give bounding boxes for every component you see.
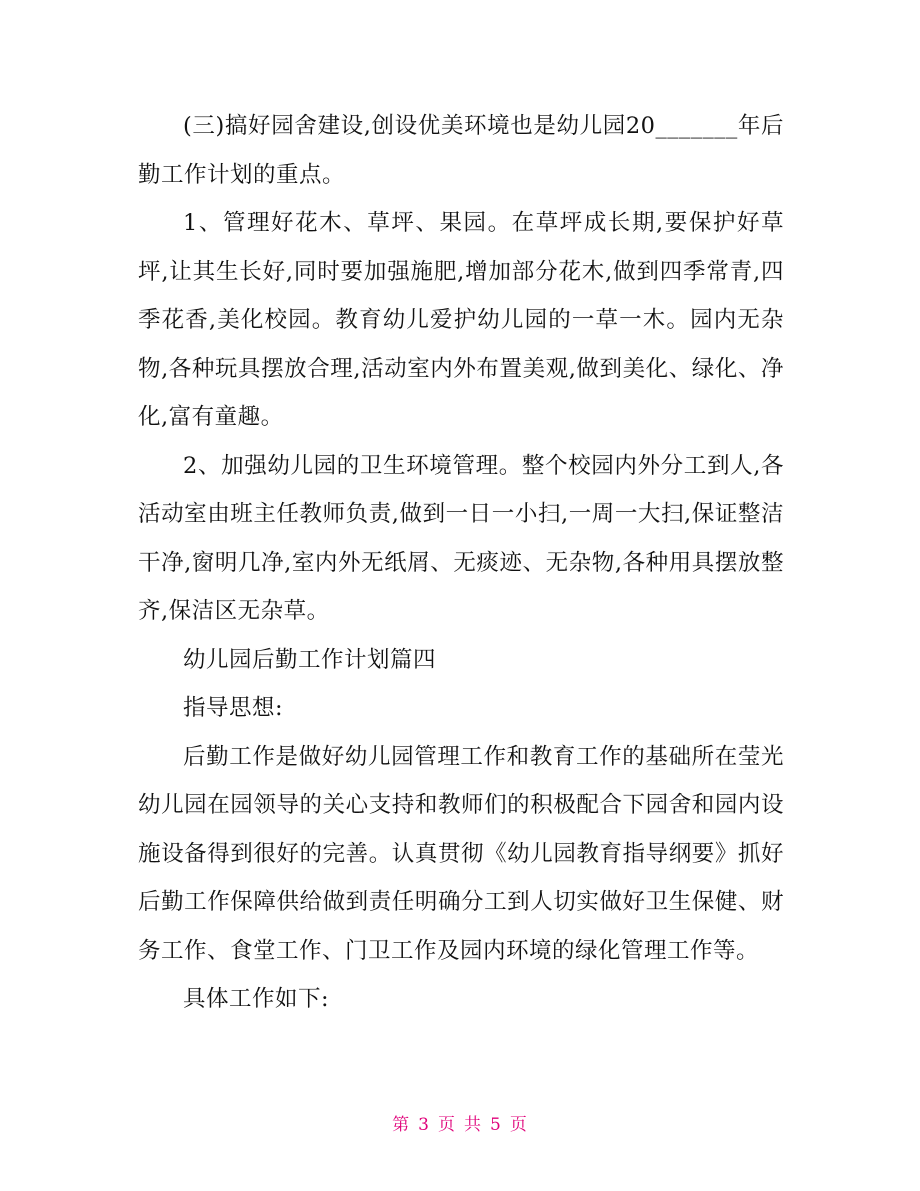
- paragraph-section-three: (三)搞好园舍建设,创设优美环境也是幼儿园20_______年后勤工作计划的重点。: [138, 113, 784, 188]
- paragraph-item-two: 2、加强幼儿园的卫生环境管理。整个校园内外分工到人,各活动室由班主任教师负责,做到一日一小扫,一周一大扫,保证整洁干净,窗明几净,室内外无纸屑、无痰迹、无杂物,各种用具摆放整齐,保洁区无杂草。: [138, 452, 784, 624]
- footer-total-pages: 5: [490, 1115, 502, 1135]
- footer-label-total: 共: [464, 1115, 482, 1135]
- footer-label-page-unit: 页: [438, 1115, 456, 1135]
- footer-current-page: 3: [418, 1115, 430, 1135]
- paragraph-guiding-ideas: 后勤工作是做好幼儿园管理工作和教育工作的基础所在莹光幼儿园在园领导的关心支持和教师们的积极配合下园舍和园内设施设备得到很好的完善。认真贯彻《幼儿园教育指导纲要》抓好后勤工作保障供给做到责任明确分工到人切实做好卫生保健、财务工作、食堂工作、门卫工作及园内环境的绿化管理工作等。: [138, 743, 784, 964]
- subheading-guiding-ideas: 指导思想:: [183, 695, 284, 721]
- page-footer: [0, 1113, 920, 1137]
- document-body: [138, 102, 784, 1024]
- section-heading: 幼儿园后勤工作计划篇四: [183, 646, 437, 673]
- footer-label-page: 第: [392, 1115, 411, 1135]
- paragraph-item-one: 1、管理好花木、草坪、果园。在草坪成长期,要保护好草坪,让其生长好,同时要加强施肥,增加部分花木,做到四季常青,四季花香,美化校园。教育幼儿爱护幼儿园的一草一木。园内无杂物,各种玩具摆放合理,活动室内外布置美观,做到美化、绿化、净化,富有童趣。: [138, 210, 784, 430]
- subheading-specific-work: 具体工作如下:: [183, 986, 330, 1012]
- footer-label-total-unit: 页: [509, 1115, 528, 1135]
